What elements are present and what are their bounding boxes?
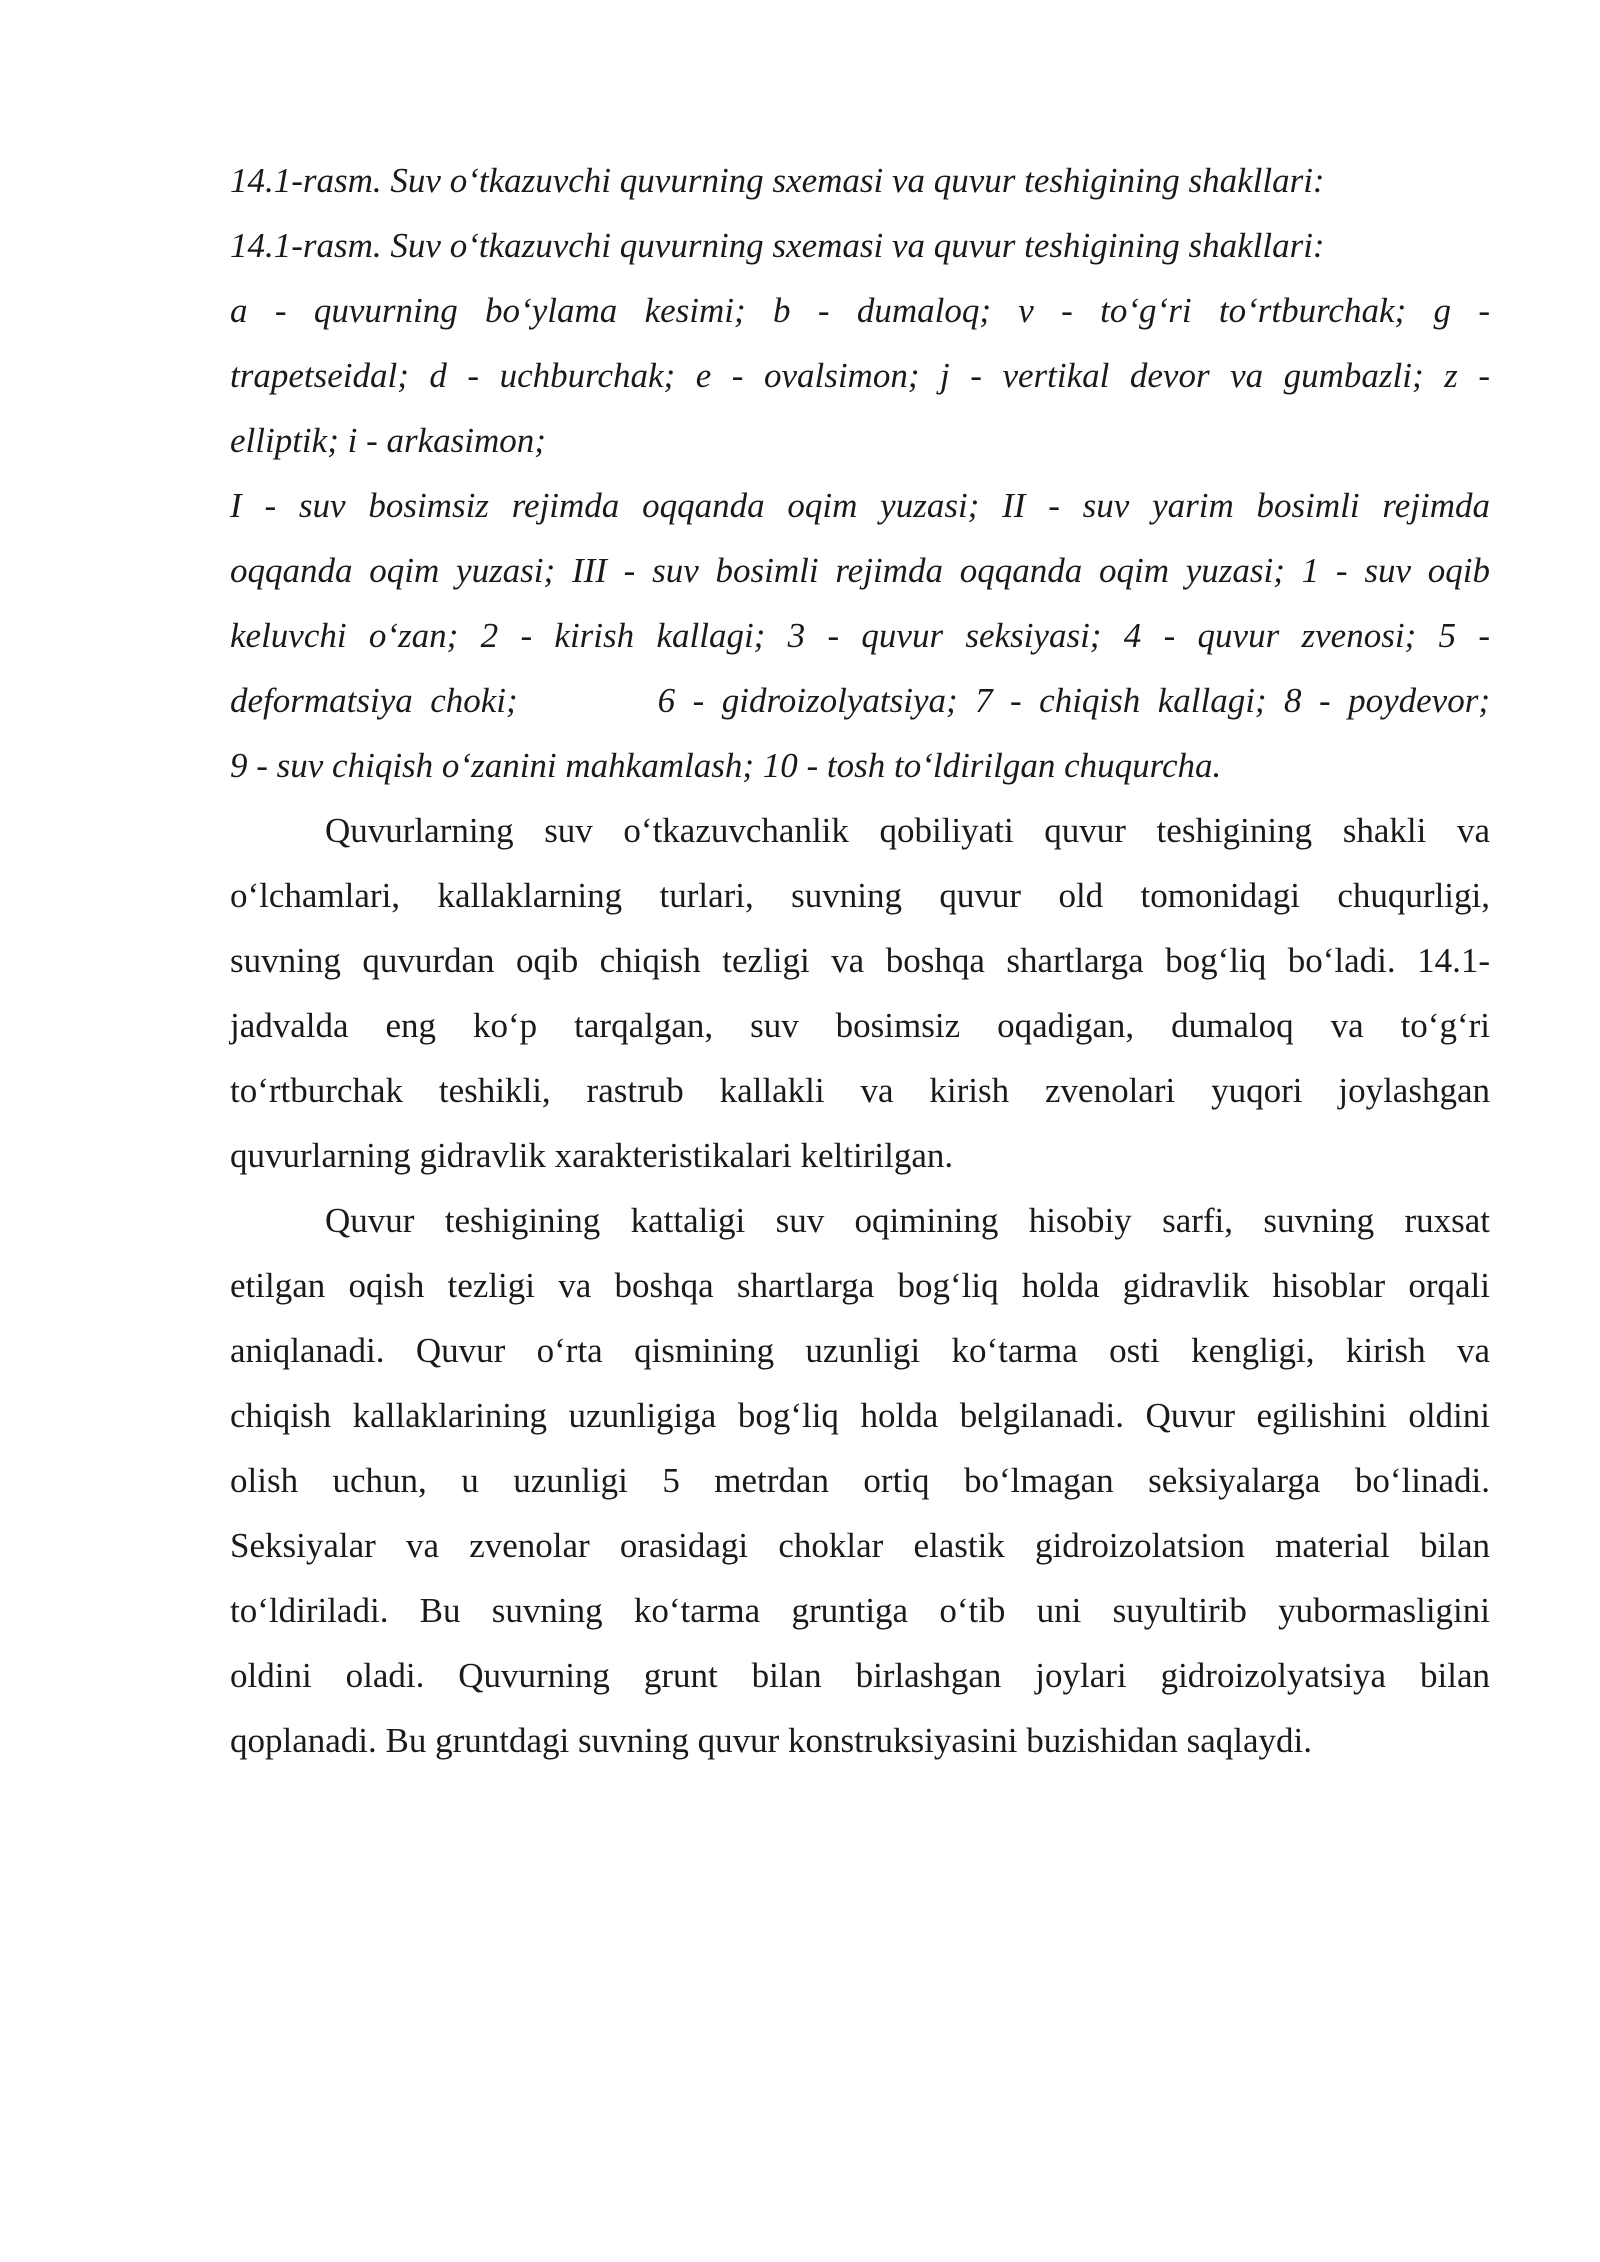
parts-legend bbox=[230, 473, 1490, 798]
paragraph-line: qoplanadi. Bu gruntdagi suvning quvur konstruksiyasini buzishidan saqlaydi. bbox=[230, 1721, 1312, 1760]
figure-caption bbox=[230, 148, 1490, 278]
legend-line bbox=[230, 668, 1490, 733]
legend-item: deformatsiya choki; bbox=[230, 681, 518, 720]
caption-line: 14.1-rasm. Suv o‘tkazuvchi quvurning sxemasi va quvur teshigining shakllari: bbox=[230, 226, 1325, 265]
legend-line: 9 - suv chiqish o‘zanini mahkamlash; 10 - tosh to‘ldirilgan chuqurcha. bbox=[230, 746, 1222, 785]
paragraph-line: aniqlanadi. Quvur o‘rta qismining uzunligi ko‘tarma osti kengligi, kirish va bbox=[230, 1331, 1490, 1370]
body-paragraph-1 bbox=[230, 798, 1490, 1188]
paragraph-line: suvning quvurdan oqib chiqish tezligi va boshqa shartlarga bog‘liq bo‘ladi. 14.1- bbox=[230, 941, 1490, 980]
body-paragraph-2 bbox=[230, 1188, 1490, 1773]
paragraph-line: to‘rtburchak teshikli, rastrub kallakli va kirish zvenolari yuqori joylashgan bbox=[230, 1071, 1490, 1110]
paragraph-line: Quvur teshigining kattaligi suv oqimining hisobiy sarfi, suvning ruxsat bbox=[325, 1201, 1490, 1240]
legend-line: I - suv bosimsiz rejimda oqqanda oqim yuzasi; II - suv yarim bosimli rejimda bbox=[230, 486, 1490, 525]
paragraph-line: chiqish kallaklarining uzunligiga bog‘liq holda belgilanadi. Quvur egilishini oldini bbox=[230, 1396, 1490, 1435]
paragraph-line: o‘lchamlari, kallaklarning turlari, suvning quvur old tomonidagi chuqurligi, bbox=[230, 876, 1490, 915]
caption-line: 14.1-rasm. Suv o‘tkazuvchi quvurning sxemasi va quvur teshigining shakllari: bbox=[230, 161, 1325, 200]
document-page bbox=[230, 148, 1490, 1773]
legend-line: oqqanda oqim yuzasi; III - suv bosimli rejimda oqqanda oqim yuzasi; 1 - suv oqib bbox=[230, 551, 1490, 590]
paragraph-line: to‘ldiriladi. Bu suvning ko‘tarma gruntiga o‘tib uni suyultirib yubormasligini bbox=[230, 1591, 1490, 1630]
paragraph-line: olish uchun, u uzunligi 5 metrdan ortiq bo‘lmagan seksiyalarga bo‘linadi. bbox=[230, 1461, 1490, 1500]
paragraph-line: oldini oladi. Quvurning grunt bilan birlashgan joylari gidroizolyatsiya bilan bbox=[230, 1656, 1490, 1695]
legend-item: 6 - gidroizolyatsiya; 7 - chiqish kallagi; 8 - poydevor; bbox=[657, 681, 1490, 720]
paragraph-line: jadvalda eng ko‘p tarqalgan, suv bosimsiz oqadigan, dumaloq va to‘g‘ri bbox=[230, 1006, 1490, 1045]
legend-line: a - quvurning bo‘ylama kesimi; b - dumaloq; v - to‘g‘ri to‘rtburchak; g - bbox=[230, 291, 1490, 330]
paragraph-line: Seksiyalar va zvenolar orasidagi choklar elastik gidroizolatsion material bilan bbox=[230, 1526, 1490, 1565]
legend-line: trapetseidal; d - uchburchak; e - ovalsimon; j - vertikal devor va gumbazli; z - bbox=[230, 356, 1490, 395]
paragraph-line: quvurlarning gidravlik xarakteristikalari keltirilgan. bbox=[230, 1136, 954, 1175]
paragraph-line: Quvurlarning suv o‘tkazuvchanlik qobiliyati quvur teshigining shakli va bbox=[325, 811, 1490, 850]
shape-legend bbox=[230, 278, 1490, 473]
legend-line: keluvchi o‘zan; 2 - kirish kallagi; 3 - quvur seksiyasi; 4 - quvur zvenosi; 5 - bbox=[230, 616, 1490, 655]
legend-line: elliptik; i - arkasimon; bbox=[230, 421, 546, 460]
paragraph-line: etilgan oqish tezligi va boshqa shartlarga bog‘liq holda gidravlik hisoblar orqali bbox=[230, 1266, 1490, 1305]
